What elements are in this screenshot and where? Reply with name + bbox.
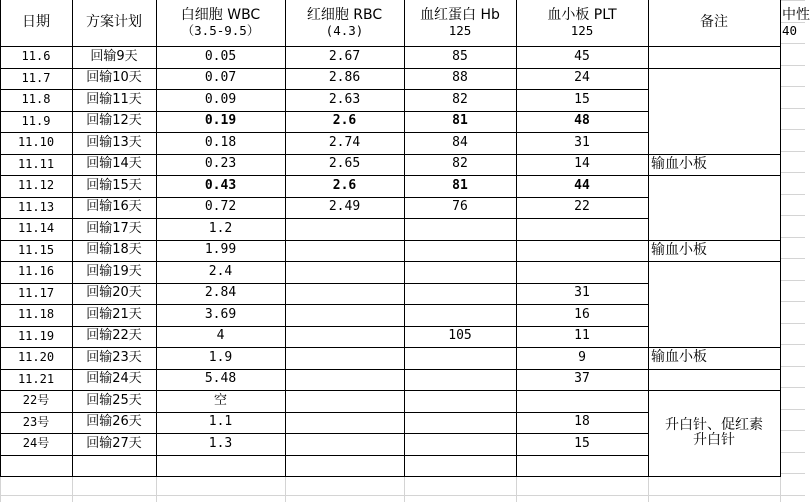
cell-wbc[interactable]: 5.48 — [204, 371, 237, 387]
table-border-horizontal — [0, 132, 648, 133]
cell-rbc[interactable] — [285, 347, 404, 369]
cell-plt[interactable] — [516, 390, 648, 412]
table-border-horizontal — [0, 326, 648, 327]
cell-wbc[interactable]: 0.18 — [204, 134, 237, 150]
cell-plan[interactable]: 回输24天 — [86, 371, 142, 387]
cell-wbc[interactable]: 0.19 — [204, 113, 237, 129]
cell-wbc[interactable]: 1.3 — [208, 435, 233, 451]
cell-hb[interactable] — [404, 390, 516, 412]
cell-date[interactable]: 11.17 — [17, 285, 55, 300]
cell-date[interactable]: 23号 — [22, 414, 50, 429]
grid-line-horizontal — [0, 495, 805, 496]
cell-hb[interactable] — [404, 261, 516, 283]
header-note-label: 备注 — [700, 14, 728, 31]
header-plan-label: 方案计划 — [86, 14, 142, 31]
header-rbc[interactable] — [285, 0, 404, 46]
cell-wbc[interactable]: 1.2 — [208, 220, 233, 236]
cell-plt[interactable]: 15 — [574, 435, 590, 451]
cell-plan[interactable]: 回输22天 — [86, 328, 142, 344]
cell-wbc[interactable]: 0.05 — [204, 48, 237, 64]
header-date[interactable] — [0, 0, 72, 46]
cell-wbc[interactable]: 空 — [213, 392, 227, 408]
table-border-horizontal — [0, 89, 648, 90]
cell-note[interactable] — [648, 240, 780, 262]
note-border-horizontal — [648, 369, 780, 370]
header-plt[interactable] — [516, 0, 648, 46]
note-border-horizontal — [648, 347, 780, 348]
cell-hb[interactable] — [404, 433, 516, 455]
table-border-vertical — [285, 0, 286, 477]
cell-plan[interactable] — [72, 455, 156, 477]
cell-plan[interactable]: 回输16天 — [86, 199, 142, 215]
header-plt-label: 血小板 PLT — [547, 7, 617, 24]
cell-plt[interactable] — [516, 455, 648, 477]
cell-date[interactable]: 11.6 — [21, 49, 51, 64]
header-plan[interactable] — [72, 0, 156, 46]
cell-hb[interactable] — [404, 455, 516, 477]
cell-wbc[interactable]: 1.9 — [208, 349, 233, 365]
table-border-horizontal — [0, 455, 648, 456]
cell-plan[interactable]: 回输27天 — [86, 435, 142, 451]
cell-plan[interactable]: 回输14天 — [86, 156, 142, 172]
cell-plan[interactable]: 回输25天 — [86, 392, 142, 408]
table-border-horizontal — [0, 175, 648, 176]
cell-plan[interactable]: 回输23天 — [86, 349, 142, 365]
cell-wbc[interactable]: 4 — [216, 328, 225, 344]
cell-rbc[interactable] — [285, 433, 404, 455]
cell-wbc[interactable]: 0.07 — [204, 70, 237, 86]
cell-plt[interactable]: 45 — [574, 48, 590, 64]
cell-plan[interactable]: 回输10天 — [86, 70, 142, 86]
cell-plt[interactable] — [516, 261, 648, 283]
table-border-horizontal — [0, 197, 648, 198]
table-border-vertical — [156, 0, 157, 477]
cell-date[interactable]: 11.18 — [17, 307, 55, 322]
table-border-horizontal — [0, 476, 648, 477]
cell-date[interactable]: 11.12 — [17, 178, 55, 193]
cell-date[interactable]: 11.20 — [17, 350, 55, 365]
header-hb-reference: 125 — [448, 22, 472, 38]
note-border-horizontal — [648, 390, 780, 391]
note-text: 升白针 — [693, 432, 735, 448]
cell-date[interactable]: 11.9 — [21, 113, 51, 128]
cell-hb[interactable]: 81 — [452, 113, 468, 129]
header-wbc-reference: （3.5-9.5） — [181, 22, 260, 38]
cell-wbc[interactable]: 0.72 — [204, 199, 237, 215]
cell-hb[interactable] — [404, 369, 516, 391]
cell-plt[interactable]: 48 — [574, 113, 590, 129]
table-border-horizontal — [0, 433, 648, 434]
cell-rbc[interactable] — [285, 261, 404, 283]
cell-plt[interactable] — [516, 240, 648, 262]
table-border-vertical — [0, 0, 1, 477]
cell-plan[interactable]: 回输18天 — [86, 242, 142, 258]
table-border-horizontal — [0, 304, 648, 305]
cell-hb[interactable]: 85 — [452, 48, 468, 64]
cell-plt[interactable]: 22 — [574, 199, 590, 215]
cell-date[interactable]: 11.19 — [17, 328, 55, 343]
header-neutrophil-reference: 40 — [782, 22, 798, 38]
cell-plt[interactable]: 18 — [574, 414, 590, 430]
cell-hb[interactable]: 84 — [452, 134, 468, 150]
cell-plt[interactable]: 31 — [574, 134, 590, 150]
note-text: 升白针、促红素 — [665, 416, 763, 433]
cell-note[interactable] — [648, 390, 780, 476]
table-border-vertical — [72, 0, 73, 477]
table-border-horizontal — [0, 240, 648, 241]
cell-rbc[interactable]: 2.6 — [332, 177, 357, 193]
table-border-vertical — [648, 0, 649, 477]
cell-hb[interactable] — [404, 240, 516, 262]
cell-date[interactable]: 24号 — [22, 436, 50, 451]
table-border-header — [0, 46, 780, 47]
cell-plt[interactable]: 16 — [574, 306, 590, 322]
cell-plan[interactable]: 回输13天 — [86, 134, 142, 150]
cell-wbc[interactable]: 0.09 — [204, 91, 237, 107]
note-text: 输血小板 — [651, 241, 707, 258]
header-wbc[interactable] — [156, 0, 285, 46]
table-border-horizontal — [0, 261, 648, 262]
cell-plan[interactable]: 回输15天 — [86, 177, 142, 193]
cell-wbc[interactable]: 3.69 — [204, 306, 237, 322]
header-hb-label: 血红蛋白 Hb — [420, 7, 500, 24]
table-border-horizontal — [0, 412, 648, 413]
cell-plt[interactable]: 24 — [574, 70, 590, 86]
header-hb[interactable] — [404, 0, 516, 46]
header-rbc-reference: (4.3) — [325, 22, 364, 38]
header-plt-reference: 125 — [570, 22, 594, 38]
cell-hb[interactable]: 105 — [448, 328, 472, 344]
table-border-horizontal — [0, 111, 648, 112]
cell-rbc[interactable] — [285, 455, 404, 477]
cell-plan[interactable]: 回输21天 — [86, 306, 142, 322]
table-border-horizontal — [0, 369, 648, 370]
cell-rbc[interactable]: 2.65 — [328, 156, 361, 172]
cell-rbc[interactable] — [285, 326, 404, 348]
cell-date[interactable]: 11.16 — [17, 264, 55, 279]
cell-date[interactable]: 11.14 — [17, 221, 55, 236]
cell-hb[interactable] — [404, 412, 516, 434]
cell-note[interactable] — [648, 347, 780, 369]
cell-rbc[interactable] — [285, 304, 404, 326]
cell-date[interactable]: 11.10 — [17, 135, 55, 150]
cell-rbc[interactable] — [285, 283, 404, 305]
table-border-vertical — [516, 0, 517, 477]
cell-plt[interactable]: 31 — [574, 285, 590, 301]
cell-hb[interactable] — [404, 218, 516, 240]
note-border-horizontal — [648, 68, 780, 69]
header-neutrophil-label: 中性 — [782, 7, 810, 24]
note-border-horizontal — [648, 175, 780, 176]
cell-wbc[interactable]: 2.4 — [208, 263, 233, 279]
cell-rbc[interactable] — [285, 390, 404, 412]
table-border-horizontal — [0, 68, 648, 69]
cell-plan[interactable]: 回输12天 — [86, 113, 142, 129]
cell-rbc[interactable] — [285, 412, 404, 434]
note-border-horizontal — [648, 476, 780, 477]
cell-hb[interactable]: 81 — [452, 177, 468, 193]
cell-plan[interactable]: 回输9天 — [90, 48, 138, 64]
cell-rbc[interactable] — [285, 240, 404, 262]
cell-wbc[interactable]: 1.1 — [208, 414, 233, 430]
cell-date[interactable]: 11.11 — [17, 156, 55, 171]
cell-rbc[interactable]: 2.49 — [328, 199, 361, 215]
note-border-horizontal — [648, 261, 780, 262]
cell-date[interactable]: 11.15 — [17, 242, 55, 257]
table-border-horizontal — [0, 218, 648, 219]
cell-plt[interactable]: 14 — [574, 156, 590, 172]
cell-date[interactable] — [0, 455, 72, 477]
table-border-horizontal — [0, 390, 648, 391]
cell-plan[interactable]: 回输19天 — [86, 263, 142, 279]
cell-plt[interactable]: 9 — [578, 349, 586, 365]
table-border-vertical — [404, 0, 405, 477]
cell-rbc[interactable] — [285, 218, 404, 240]
header-wbc-label: 白细胞 WBC — [180, 7, 261, 24]
cell-rbc[interactable]: 2.63 — [328, 91, 361, 107]
cell-plt[interactable]: 15 — [574, 91, 590, 107]
note-text: 输血小板 — [651, 155, 707, 172]
cell-plt[interactable]: 37 — [574, 371, 590, 387]
cell-wbc[interactable]: 2.84 — [204, 285, 237, 301]
cell-date[interactable]: 22号 — [22, 393, 50, 408]
cell-hb[interactable]: 76 — [452, 199, 468, 215]
cell-date[interactable]: 11.7 — [21, 70, 51, 85]
note-border-horizontal — [648, 154, 780, 155]
cell-rbc[interactable]: 2.6 — [332, 113, 357, 129]
note-text: 输血小板 — [651, 349, 707, 366]
cell-date[interactable]: 11.13 — [17, 199, 55, 214]
cell-plan[interactable]: 回输20天 — [86, 285, 142, 301]
cell-plt[interactable] — [516, 218, 648, 240]
cell-rbc[interactable] — [285, 369, 404, 391]
cell-rbc[interactable]: 2.67 — [328, 48, 361, 64]
cell-plt[interactable]: 44 — [574, 177, 590, 193]
table-border-horizontal — [0, 347, 648, 348]
cell-plan[interactable]: 回输11天 — [86, 91, 142, 107]
table-border-vertical — [780, 0, 781, 477]
cell-hb[interactable]: 82 — [452, 91, 468, 107]
cell-date[interactable]: 11.8 — [21, 92, 51, 107]
cell-plt[interactable]: 11 — [574, 328, 590, 344]
cell-plan[interactable]: 回输26天 — [86, 414, 142, 430]
table-border-horizontal — [0, 283, 648, 284]
header-date-label: 日期 — [22, 14, 50, 31]
cell-hb[interactable]: 88 — [452, 70, 468, 86]
cell-rbc[interactable]: 2.74 — [328, 134, 361, 150]
header-neutrophil-partial[interactable] — [782, 0, 810, 46]
cell-hb[interactable] — [404, 347, 516, 369]
cell-hb[interactable] — [404, 283, 516, 305]
table-border-horizontal — [0, 154, 648, 155]
cell-hb[interactable] — [404, 304, 516, 326]
cell-rbc[interactable]: 2.86 — [328, 70, 361, 86]
note-border-horizontal — [648, 240, 780, 241]
cell-wbc[interactable]: 1.99 — [204, 242, 237, 258]
cell-wbc[interactable]: 0.23 — [204, 156, 237, 172]
header-rbc-label: 红细胞 RBC — [306, 7, 383, 24]
header-note[interactable] — [648, 0, 780, 46]
cell-hb[interactable]: 82 — [452, 156, 468, 172]
cell-date[interactable]: 11.21 — [17, 371, 55, 386]
cell-note[interactable] — [648, 154, 780, 176]
cell-wbc[interactable]: 0.43 — [204, 177, 237, 193]
cell-plan[interactable]: 回输17天 — [86, 220, 142, 236]
cell-wbc[interactable] — [156, 455, 285, 477]
